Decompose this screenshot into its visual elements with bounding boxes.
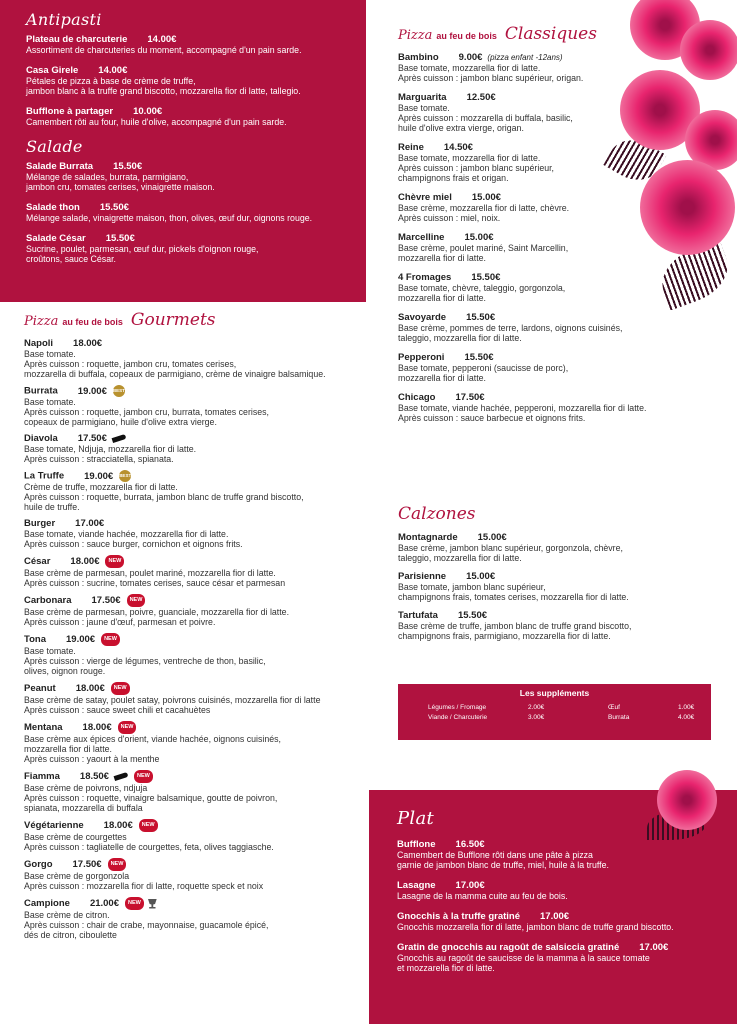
gourmets-pizza-word: Pizza [24, 314, 59, 329]
menu-item-desc: Sucrine, poulet, parmesan, œuf dur, pickels d'oignon rouge, [26, 244, 259, 254]
menu-item-desc: Après cuisson : jambon blanc supérieur, origan. [398, 73, 584, 83]
menu-item-name: Bufflone [397, 839, 436, 850]
menu-item [24, 819, 369, 852]
menu-item-name: Gratin de gnocchis au ragoût de salsiccia gratiné [397, 942, 620, 953]
menu-item-price: 18.00€ [73, 338, 103, 349]
menu-item-desc: mozzarella fior di latte. [398, 293, 487, 303]
menu-item-desc: Après cuisson : roquette, vinaigre balsamique, goutte de poivron, [24, 793, 278, 803]
menu-item-desc: mozzarella di buffala, copeaux de parmigiano, crème de vinaigre balsamique. [24, 369, 326, 379]
menu-item-price: 14.00€ [147, 34, 177, 45]
menu-item-desc: champignons frais et origan. [398, 173, 509, 183]
menu-item-desc: Base crème de satay, poulet satay, poivrons cuisinés, mozzarella fior di latte [24, 695, 321, 705]
menu-item-name: La Truffe [24, 470, 65, 482]
menu-item [397, 880, 727, 901]
menu-item-head [26, 233, 356, 244]
menu-item-price: 19.00€ [84, 470, 114, 482]
menu-item-price: 17.50€ [455, 392, 485, 403]
menu-item-desc: Base tomate, jambon blanc supérieur, [398, 582, 546, 592]
menu-item [24, 385, 369, 427]
menu-item [24, 433, 369, 464]
salade-list [26, 161, 356, 264]
menu-item [24, 633, 369, 676]
menu-item-head [24, 555, 369, 568]
new-badge: NEW [108, 858, 127, 871]
menu-item-desc: Après cuisson : jambon blanc supérieur, [398, 163, 554, 173]
menu-item-name: Chicago [398, 392, 436, 403]
menu-item-desc: Mélange de salades, burrata, parmigiano, [26, 172, 189, 182]
menu-item-head [24, 518, 369, 529]
menu-item [24, 858, 369, 891]
menu-item [398, 610, 708, 641]
menu-item-head [398, 92, 658, 103]
menu-item [398, 52, 658, 83]
supplements-title: Les suppléments [519, 688, 590, 698]
antipasti-salade-panel [0, 0, 366, 302]
spacer [568, 714, 608, 721]
menu-item [398, 392, 658, 423]
new-badge: NEW [127, 594, 146, 607]
menu-item-desc: Après cuisson : vierge de légumes, ventreche de thon, basilic, [24, 656, 266, 666]
salade-title: Salade [26, 137, 83, 156]
menu-item [26, 161, 356, 192]
menu-item-name: Marcelline [398, 232, 445, 243]
menu-item-desc: Base crème de truffe, jambon blanc de truffe grand biscotto, [398, 621, 632, 631]
menu-item-desc: Après cuisson : sucrine, tomates cerises, sauce césar et parmesan [24, 578, 286, 588]
menu-item-price: 19.00€ [77, 385, 107, 397]
menu-item-price: 18.50€ [79, 771, 109, 783]
menu-item-head [398, 52, 658, 63]
menu-item [24, 555, 369, 588]
menu-item-price: 15.50€ [464, 352, 494, 363]
menu-item-price: 15.50€ [113, 161, 143, 172]
calzones-section [398, 504, 708, 649]
menu-item-head [24, 770, 369, 783]
menu-item-price: 15.50€ [99, 202, 129, 213]
menu-item-price: 17.50€ [72, 859, 102, 871]
classiques-title: Classiques [504, 24, 597, 44]
classiques-list [398, 52, 658, 423]
menu-item-price: 14.50€ [443, 142, 473, 153]
menu-item-desc: Base tomate, viande hachée, mozzarella fior di latte. [24, 529, 229, 539]
menu-item-head [24, 594, 369, 607]
menu-item-desc: huile d'olive extra vierge, origan. [398, 123, 524, 133]
chili-icon [114, 772, 129, 781]
menu-item [398, 142, 658, 183]
menu-item-desc: jambon blanc à la truffe grand biscotto, mozzarella fior di latte, tallegio. [26, 86, 301, 96]
menu-item-head [24, 433, 369, 444]
plat-title: Plat [397, 808, 435, 829]
menu-item-name: Campione [24, 898, 70, 910]
menu-item-note: (pizza enfant -12ans) [487, 53, 563, 62]
menu-item [24, 721, 369, 764]
menu-item-head [398, 142, 658, 153]
menu-item-name: César [24, 556, 51, 568]
menu-item-price: 18.00€ [70, 556, 100, 568]
menu-item-head [398, 571, 708, 582]
menu-item-desc: Base crème de gorgonzola [24, 871, 130, 881]
menu-item-name: Bufflone à partager [26, 106, 114, 117]
menu-item-price: 15.50€ [457, 610, 488, 621]
menu-item-desc: Base tomate, pepperoni (saucisse de porc), [398, 363, 569, 373]
menu-item-name: Diavola [24, 433, 58, 444]
menu-item-head [398, 312, 658, 323]
menu-item-name: Gorgo [24, 859, 53, 871]
menu-item-price: 15.50€ [471, 272, 501, 283]
supplement-label: Œuf [608, 704, 620, 711]
supplements-grid [408, 704, 701, 721]
menu-item-head [26, 106, 356, 117]
menu-item-desc: Gnocchis au ragoût de saucisse de la mamma à la sauce tomate [397, 953, 650, 963]
menu-item [26, 34, 356, 55]
menu-item-price: 17.50€ [91, 595, 121, 607]
gourmets-list [24, 338, 369, 940]
best-badge-icon: BEST [113, 385, 125, 397]
menu-item-name: Pepperoni [398, 352, 445, 363]
menu-item-desc: Base tomate. [24, 397, 76, 407]
menu-item-desc: Après cuisson : sauce burger, cornichon et oignons frits. [24, 539, 243, 549]
calzones-title: Calzones [398, 504, 476, 524]
menu-item-desc: mozzarella fior di latte. [398, 253, 487, 263]
menu-item-desc: Mélange salade, vinaigrette maison, thon, olives, œuf dur, oignons rouge. [26, 213, 313, 223]
menu-item-head [26, 65, 356, 76]
antipasti-list [26, 34, 356, 127]
menu-item-desc: champignons frais, parmigiano, mozzarella fior di latte. [398, 631, 611, 641]
menu-item-head [26, 161, 356, 172]
menu-item-desc: Base tomate, mozzarella fior di latte. [398, 153, 541, 163]
menu-item-head [397, 942, 727, 953]
menu-item-desc: Après cuisson : sauce barbecue et oignons frits. [398, 413, 586, 423]
menu-item-desc: Après cuisson : roquette, jambon cru, burrata, tomates cerises, [24, 407, 269, 417]
menu-item-name: Napoli [24, 338, 54, 349]
menu-item-name: Fiamma [24, 771, 60, 783]
menu-item-name: Salade thon [26, 202, 80, 213]
supplements-box [398, 684, 711, 740]
menu-item-name: Burrata [24, 385, 58, 397]
menu-item-desc: Assortiment de charcuteries du moment, accompagné d'un pain sarde. [26, 45, 302, 55]
flower-decoration-plat [647, 770, 727, 850]
new-badge: NEW [111, 682, 130, 695]
menu-item-desc: Crème de truffe, mozzarella fior di latte. [24, 482, 178, 492]
menu-item-price: 17.00€ [455, 880, 485, 891]
menu-item-desc: Base crème, mozzarella fior di latte, chèvre. [398, 203, 570, 213]
menu-item-name: Burger [24, 518, 56, 529]
menu-item [26, 65, 356, 96]
menu-item-desc: et mozzarella fior di latte. [397, 963, 495, 973]
menu-item [398, 532, 708, 563]
menu-item [398, 192, 658, 223]
spacer [568, 704, 608, 711]
supplement-label: Viande / Charcuterie [428, 714, 488, 721]
trophy-icon [148, 899, 157, 909]
menu-item-price: 15.00€ [466, 571, 496, 582]
menu-item-desc: Base tomate. [24, 646, 76, 656]
menu-item-desc: garnie de jambon blanc de truffe, miel, huile à la truffe. [397, 860, 609, 870]
gourmets-feu-de-bois: au feu de bois [62, 317, 123, 327]
menu-item-desc: olives, oignon rouge. [24, 666, 106, 676]
menu-item-price: 14.00€ [98, 65, 128, 76]
menu-item [397, 911, 727, 932]
menu-item-desc: croûtons, sauce César. [26, 254, 116, 264]
supplement-price: 1.00€ [678, 704, 695, 711]
menu-item-name: Reine [398, 142, 424, 153]
new-badge: NEW [139, 819, 158, 832]
menu-item-desc: Base tomate. [24, 349, 76, 359]
menu-item-price: 17.50€ [77, 433, 107, 444]
menu-item [397, 942, 727, 973]
menu-item [24, 338, 369, 379]
menu-item-desc: Après cuisson : chair de crabe, mayonnaise, guacamole épicé, [24, 920, 269, 930]
menu-item-price: 18.00€ [82, 722, 112, 734]
menu-item-desc: Après cuisson : sauce sweet chili et cacahuètes [24, 705, 211, 715]
menu-item-head [24, 682, 369, 695]
classiques-section [398, 24, 658, 432]
menu-item-name: Lasagne [397, 880, 436, 891]
menu-item-price: 19.00€ [66, 634, 96, 646]
menu-item-name: Plateau de charcuterie [26, 34, 128, 45]
new-badge: NEW [134, 770, 153, 783]
menu-item-head [398, 352, 658, 363]
menu-item-price: 16.50€ [455, 839, 485, 850]
menu-item-desc: Base crème de poivrons, ndjuja [24, 783, 148, 793]
supplement-price: 4.00€ [678, 714, 695, 721]
supplement-price: 2.00€ [528, 704, 545, 711]
menu-item-name: Savoyarde [398, 312, 447, 323]
menu-item-desc: taleggio, mozzarella fior di latte. [398, 553, 522, 563]
menu-item-desc: Après cuisson : jaune d'œuf, parmesan et poivre. [24, 617, 216, 627]
menu-item-name: Chèvre miel [398, 192, 452, 203]
menu-item-head [24, 721, 369, 734]
menu-item [398, 92, 658, 133]
antipasti-title: Antipasti [26, 10, 102, 29]
menu-item-name: Tartufata [398, 610, 438, 621]
menu-item [398, 352, 658, 383]
menu-item [398, 312, 658, 343]
menu-item-desc: Après cuisson : mozzarella fior di latte, roquette speck et noix [24, 881, 264, 891]
menu-item-head [26, 34, 356, 45]
menu-item-desc: huile de truffe. [24, 502, 80, 512]
menu-item-price: 10.00€ [133, 106, 163, 117]
menu-item-desc: Base crème, pommes de terre, lardons, oignons cuisinés, [398, 323, 623, 333]
supplement-label: Légumes / Fromage [428, 704, 487, 711]
menu-item-price: 15.00€ [477, 532, 507, 543]
menu-item-head [398, 392, 658, 403]
menu-item-head [26, 202, 356, 213]
menu-item-price: 15.00€ [464, 232, 494, 243]
menu-item [24, 594, 369, 627]
menu-item-desc: spianata, mozzarella di buffala [24, 803, 143, 813]
menu-item-desc: Après cuisson : stracciatella, spianata. [24, 454, 174, 464]
menu-item-desc: copeaux de parmigiano, huile d'olive extra vierge. [24, 417, 217, 427]
menu-item-head [24, 385, 369, 397]
menu-item-desc: Base tomate. [398, 103, 450, 113]
menu-item [24, 682, 369, 715]
menu-item-price: 15.50€ [466, 312, 496, 323]
menu-item [26, 233, 356, 264]
menu-item-desc: Lasagne de la mamma cuite au feu de bois. [397, 891, 568, 901]
menu-item-name: Végétarienne [24, 820, 84, 832]
menu-item-desc: Camembert rôti au four, huile d'olive, accompagné d'un pain sarde. [26, 117, 287, 127]
menu-item-desc: Après cuisson : yaourt à la menthe [24, 754, 160, 764]
menu-item-price: 9.00€ [458, 52, 483, 63]
menu-item-price: 17.00€ [540, 911, 570, 922]
menu-item-price: 18.00€ [103, 820, 133, 832]
menu-item-desc: Base crème de courgettes [24, 832, 127, 842]
menu-item-head [24, 858, 369, 871]
menu-item-desc: Après cuisson : roquette, jambon cru, tomates cerises, [24, 359, 237, 369]
menu-item-price: 17.00€ [75, 518, 105, 529]
menu-item-desc: Base tomate, chèvre, taleggio, gorgonzola, [398, 283, 566, 293]
menu-item-name: Marguarita [398, 92, 447, 103]
menu-item-desc: Après cuisson : tagliatelle de courgettes, feta, olives taggiasche. [24, 842, 274, 852]
classiques-feu-de-bois: au feu de bois [436, 31, 497, 41]
menu-item-desc: taleggio, mozzarella fior di latte. [398, 333, 522, 343]
menu-item-head [398, 232, 658, 243]
gourmets-section [24, 310, 369, 946]
menu-item-head [398, 192, 658, 203]
classiques-pizza-word: Pizza [398, 28, 433, 43]
menu-item-desc: mozzarella fior di latte. [398, 373, 487, 383]
menu-item-name: Salade Burrata [26, 161, 94, 172]
menu-item-desc: Base crème aux épices d'orient, viande hachée, oignons cuisinés, [24, 734, 281, 744]
menu-item-desc: Base crème de citron. [24, 910, 110, 920]
menu-item [398, 232, 658, 263]
menu-item [24, 770, 369, 813]
menu-item-desc: Pétales de pizza à base de crème de truffe, [26, 76, 196, 86]
menu-item-price: 15.50€ [105, 233, 135, 244]
menu-item-head [24, 470, 369, 482]
menu-item-head [24, 897, 369, 910]
supplement-label: Burrata [608, 714, 630, 721]
menu-item-name: Montagnarde [398, 532, 458, 543]
chili-icon [111, 434, 126, 443]
menu-item [24, 470, 369, 512]
menu-item-name: Gnocchis à la truffe gratiné [397, 911, 520, 922]
menu-item-price: 18.00€ [75, 683, 105, 695]
menu-item-head [398, 532, 708, 543]
menu-item-head [398, 272, 658, 283]
menu-item-head [24, 633, 369, 646]
menu-item [24, 518, 369, 549]
menu-item-desc: mozzarella fior di latte. [24, 744, 113, 754]
menu-item-desc: Après cuisson : mozzarella di buffala, basilic, [398, 113, 573, 123]
new-badge: NEW [105, 555, 124, 568]
menu-item-head [398, 610, 708, 621]
supplement-price: 3.00€ [528, 714, 545, 721]
menu-item-price: 15.00€ [471, 192, 501, 203]
menu-item-desc: Camembert de Bufflone rôti dans une pâte à pizza [397, 850, 593, 860]
menu-item-desc: champignons frais, tomates cerises, mozzarella fior di latte. [398, 592, 629, 602]
menu-item-desc: Base crème, poulet mariné, Saint Marcellin, [398, 243, 569, 253]
menu-item-head [24, 338, 369, 349]
menu-item [26, 202, 356, 223]
menu-item-desc: Base tomate, mozzarella fior di latte. [398, 63, 541, 73]
menu-item-price: 17.00€ [639, 942, 669, 953]
menu-item [398, 272, 658, 303]
calzones-list [398, 532, 708, 641]
menu-item-price: 12.50€ [466, 92, 496, 103]
menu-item-head [397, 911, 727, 922]
new-badge: NEW [118, 721, 137, 734]
menu-item-desc: Gnocchis mozzarella fior di latte, jambon blanc de truffe grand biscotto. [397, 922, 674, 932]
new-badge: NEW [125, 897, 144, 910]
menu-item-name: Bambino [398, 52, 439, 63]
plat-panel [369, 790, 737, 1024]
menu-item-head [24, 819, 369, 832]
menu-item-desc: Base crème, jambon blanc supérieur, gorgonzola, chèvre, [398, 543, 623, 553]
new-badge: NEW [101, 633, 120, 646]
menu-item-desc: jambon cru, tomates cerises, vinaigrette maison. [26, 182, 215, 192]
plat-list [397, 839, 727, 973]
menu-item [26, 106, 356, 127]
best-badge-icon: BEST [119, 470, 131, 482]
menu-item-name: Mentana [24, 722, 63, 734]
menu-item-name: 4 Fromages [398, 272, 452, 283]
menu-item-desc: Après cuisson : miel, noix. [398, 213, 501, 223]
menu-item [24, 897, 369, 940]
menu-item-name: Tona [24, 634, 46, 646]
menu-item-name: Carbonara [24, 595, 72, 607]
menu-item-name: Casa Girele [26, 65, 79, 76]
menu-item-desc: Base crème de parmesan, poivre, guanciale, mozzarella fior di latte. [24, 607, 290, 617]
menu-item-desc: Base tomate, viande hachée, pepperoni, mozzarella fior di latte. [398, 403, 647, 413]
menu-item-head [397, 880, 727, 891]
menu-item-price: 21.00€ [89, 898, 119, 910]
menu-item-name: Salade César [26, 233, 86, 244]
menu-item-name: Parisienne [398, 571, 447, 582]
menu-item-name: Peanut [24, 683, 56, 695]
menu-item-desc: Base crème de parmesan, poulet mariné, mozzarella fior di latte. [24, 568, 276, 578]
menu-item-desc: Base tomate, Ndjuja, mozzarella fior di latte. [24, 444, 197, 454]
menu-item-desc: dés de citron, ciboulette [24, 930, 117, 940]
gourmets-title: Gourmets [130, 310, 216, 330]
menu-item [398, 571, 708, 602]
menu-item-desc: Après cuisson : roquette, burrata, jambon blanc de truffe grand biscotto, [24, 492, 304, 502]
